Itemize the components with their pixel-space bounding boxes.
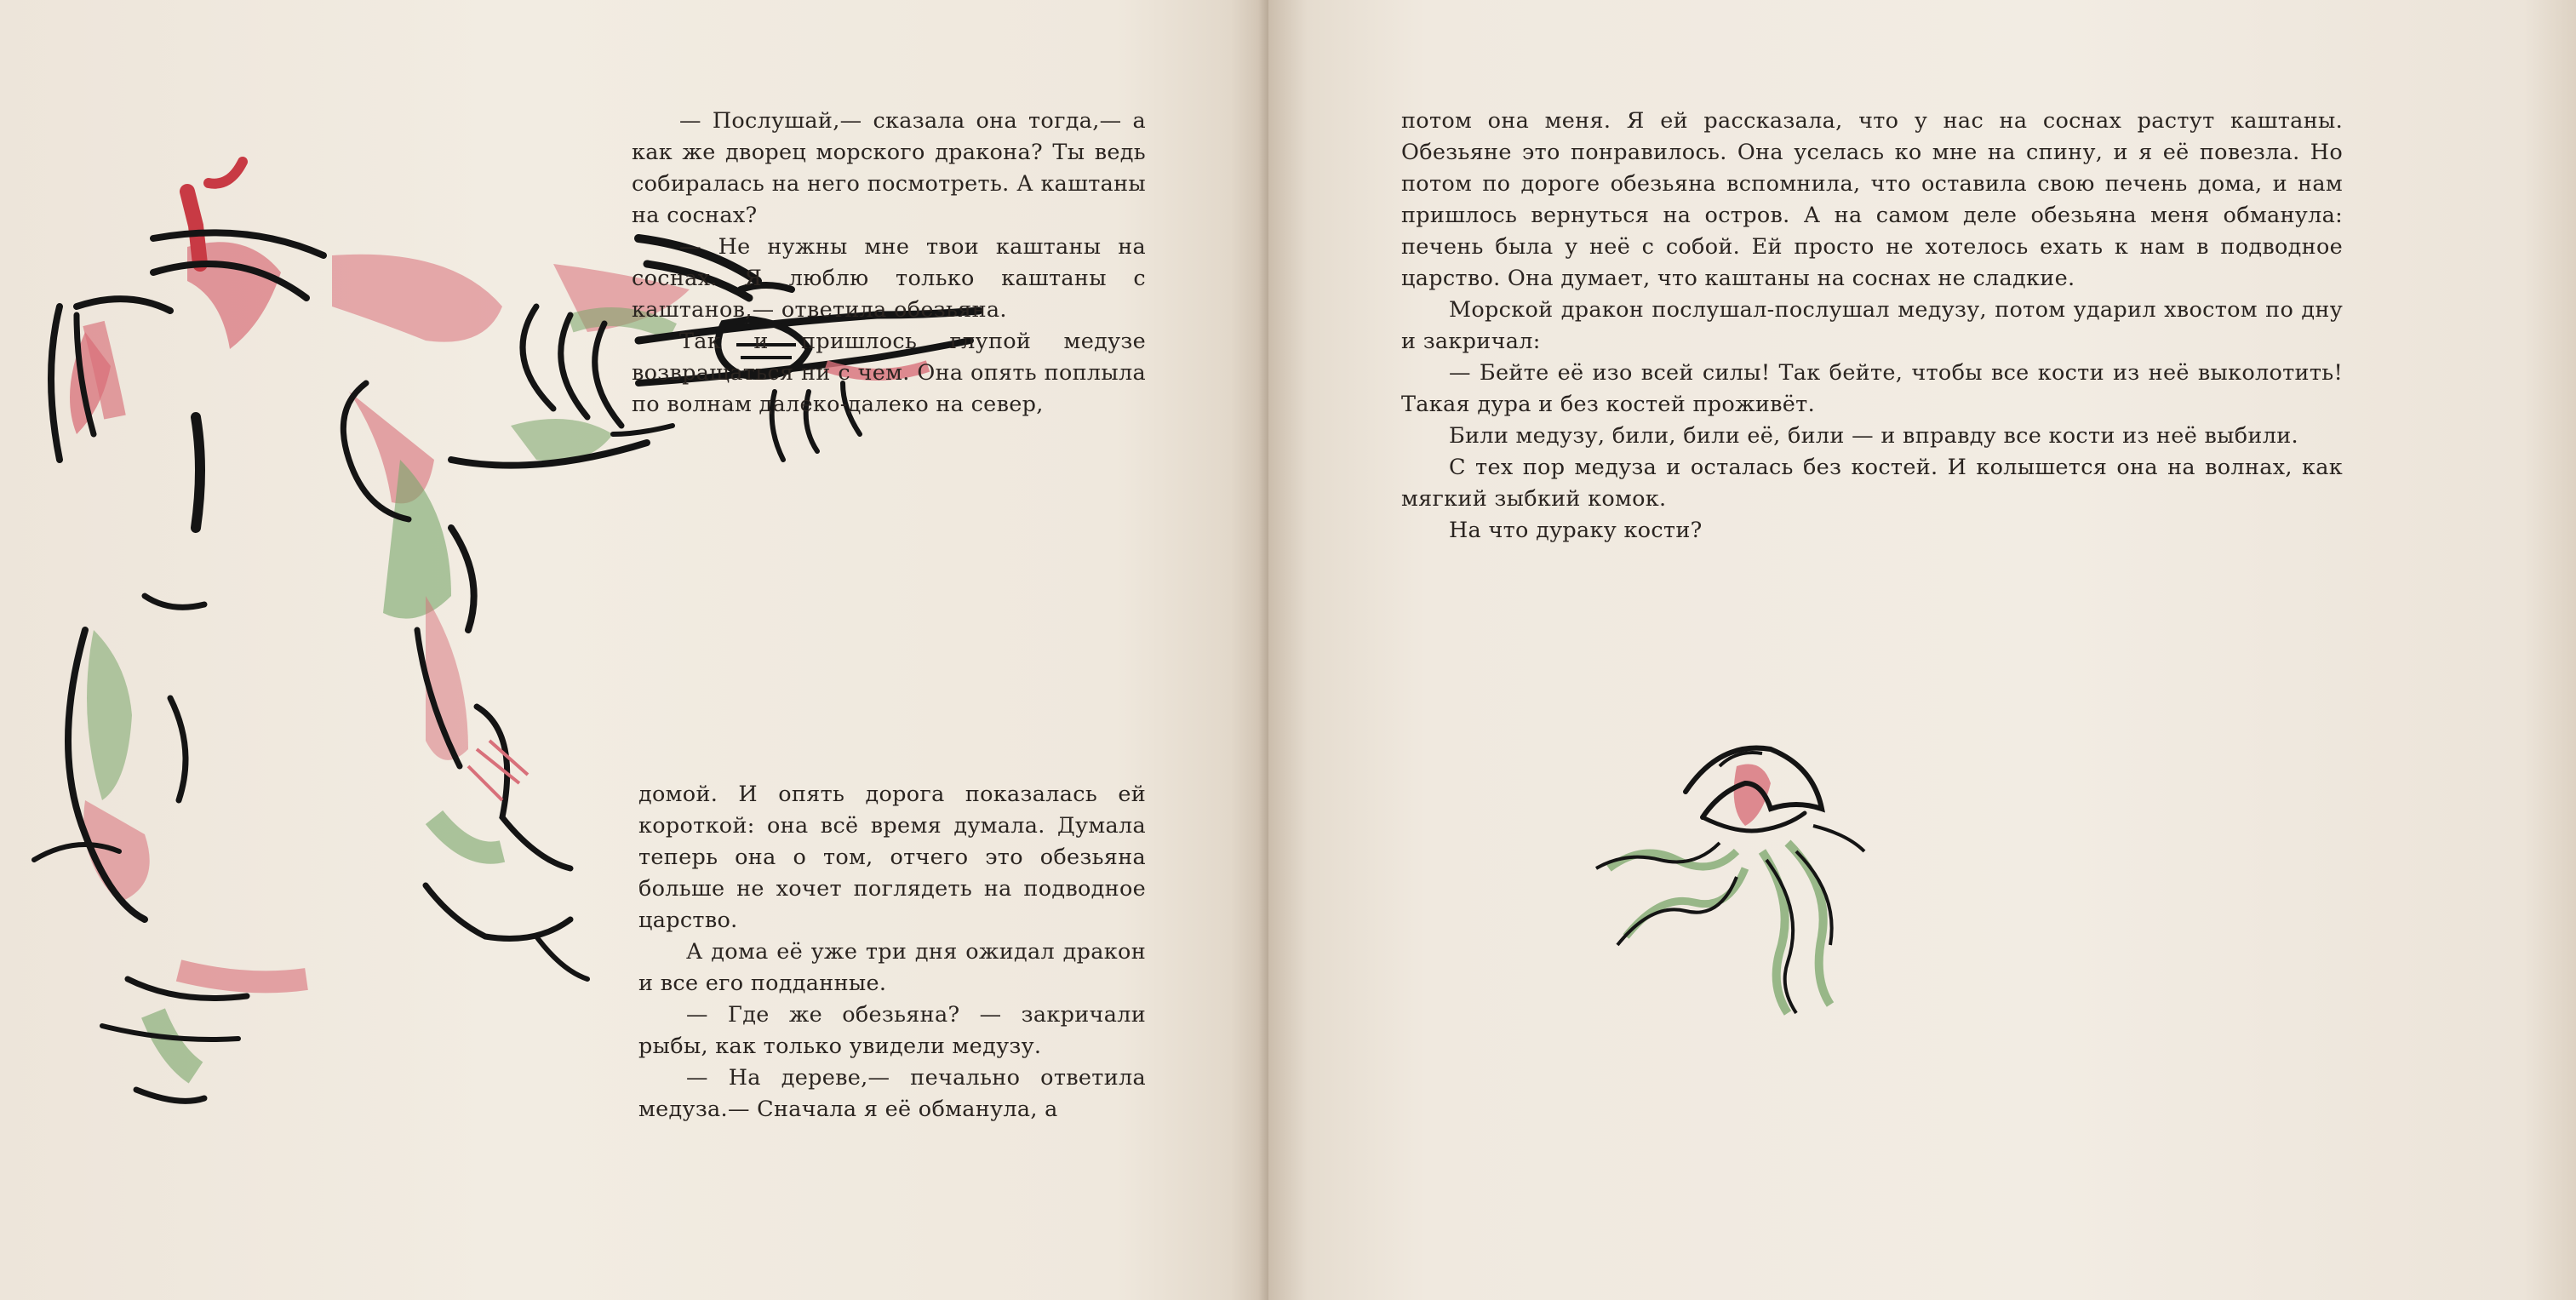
left-bottom-text — [638, 779, 1146, 1125]
paragraph: — Бейте её изо всей силы! Так бейте, чтобы все кости из неё выколотить! Такая дура и без костей проживёт. — [1401, 360, 2343, 417]
jellyfish-illustration — [1592, 732, 1898, 1022]
paragraph: — Послушай,— сказала она тогда,— а как же дворец морского дракона? Ты ведь собиралась на него посмотреть. А каштаны на соснах? — [632, 108, 1146, 228]
paragraph: — Не нужны мне твои каштаны на соснах. Я люблю только каштаны с каштанов,— ответила обезьяна. — [632, 234, 1146, 323]
paragraph: А дома её уже три дня ожидал дракон и все его подданные. — [638, 939, 1146, 996]
left-top-text — [632, 106, 1146, 421]
right-page — [1268, 0, 2576, 1300]
paragraph: — На дереве,— печально ответила медуза.— Сначала я её обманула, а — [638, 1065, 1146, 1122]
monkey-figure — [34, 162, 323, 1101]
paragraph: С тех пор медуза и осталась без костей. И колышется она на волнах, как мягкий зыбкий комок. — [1401, 455, 2343, 512]
paragraph: Морской дракон послушал-послушал медузу, потом ударил хвостом по дну и закричал: — [1401, 297, 2343, 354]
paragraph: — Где же обезьяна? — закричали рыбы, как только увидели медузу. — [638, 1002, 1146, 1059]
paragraph: потом она меня. Я ей рассказала, что у нас на соснах растут каштаны. Обезьяне это понравилось. Она уселась ко мне на спину, и я её повезла. Но потом по дороге обезьяна вспомнила, что оставила свою печень дома, и нам пришлось вернуться на остров. А на самом деле обезьяна меня обманула: печень была у неё с собой. Ей просто не хотелось ехать к нам в подводное царство. Она думает, что каштаны на соснах не сладкие. — [1401, 108, 2343, 291]
paragraph: домой. И опять дорога показалась ей короткой: она всё время думала. Думала теперь она о том, отчего это обезьяна больше не хочет поглядеть на подводное царство. — [638, 782, 1146, 933]
paragraph: На что дураку кости? — [1449, 518, 1703, 543]
paragraph: Так и пришлось глупой медузе возвращаться ни с чем. Она опять поплыла по волнам далеко-далеко на север, — [632, 329, 1146, 417]
right-text — [1401, 106, 2343, 547]
paragraph: Били медузу, били, били её, били — и вправду все кости из неё выбили. — [1449, 423, 2298, 449]
left-page — [0, 0, 1268, 1300]
